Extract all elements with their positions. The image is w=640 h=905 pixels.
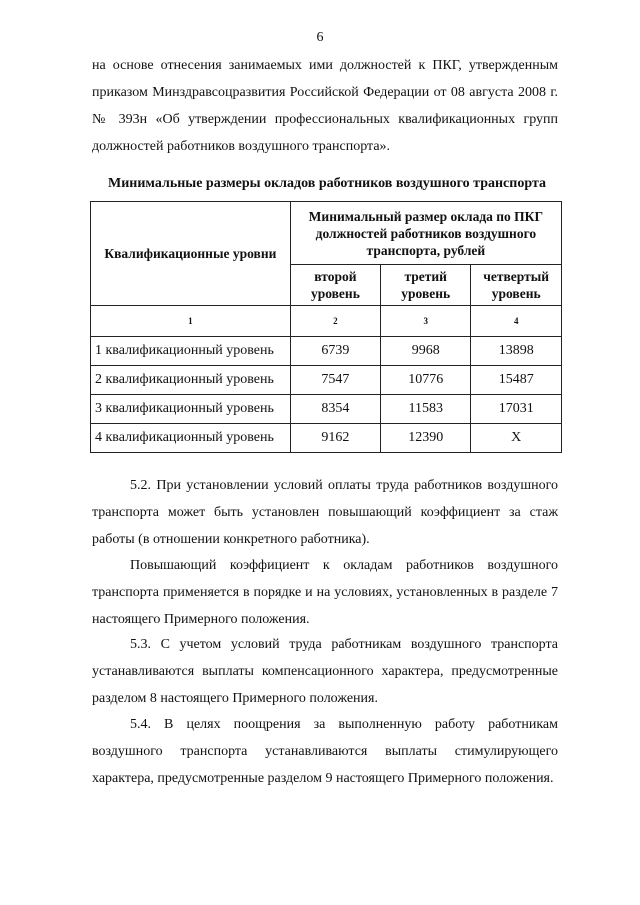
value-cell: 17031 xyxy=(471,395,562,424)
header-fourth-level: четвертый уровень xyxy=(471,265,562,306)
table-row xyxy=(91,395,562,424)
level-cell: 1 квалификационный уровень xyxy=(91,337,291,366)
value-cell: 9162 xyxy=(290,424,380,453)
value-cell: 6739 xyxy=(290,337,380,366)
paragraph-5-3: 5.3. С учетом условий труда работникам воздушного транспорта устанавливаются выплаты компенсационного характера, предусмотренные разделом 8 настоящего Примерного положения. xyxy=(92,637,558,706)
level-cell: 4 квалификационный уровень xyxy=(91,424,291,453)
table-row xyxy=(91,366,562,395)
table-row xyxy=(91,424,562,453)
value-cell: 9968 xyxy=(381,337,471,366)
intro-paragraph: на основе отнесения занимаемых ими должностей к ПКГ, утвержденным приказом Минздравсоцразвития Российской Федерации от 08 августа 2008 г. № 393н «Об утверждении профессиональных квалификационных групп должностей работников воздушного транспорта». xyxy=(92,58,558,154)
column-number: 3 xyxy=(381,306,471,337)
value-cell: 15487 xyxy=(471,366,562,395)
salary-table xyxy=(90,201,562,453)
column-number: 4 xyxy=(471,306,562,337)
column-number: 1 xyxy=(91,306,291,337)
page-number: 6 xyxy=(316,30,324,45)
level-cell: 2 квалификационный уровень xyxy=(91,366,291,395)
table-title: Минимальные размеры окладов работников воздушного транспорта xyxy=(107,176,546,191)
column-number-row xyxy=(91,306,562,337)
header-qualification-levels: Квалификационные уровни xyxy=(91,202,291,306)
value-cell: 10776 xyxy=(381,366,471,395)
value-cell: Х xyxy=(471,424,562,453)
paragraph-coefficient: Повышающий коэффициент к окладам работников воздушного транспорта применяется в порядке и на условиях, установленных в разделе 7 настоящего Примерного положения. xyxy=(92,558,558,627)
header-second-level: второй уровень xyxy=(290,265,380,306)
table-row xyxy=(91,337,562,366)
value-cell: 12390 xyxy=(381,424,471,453)
column-number: 2 xyxy=(290,306,380,337)
paragraph-5-4: 5.4. В целях поощрения за выполненную работу работникам воздушного транспорта устанавливаются выплаты стимулирующего характера, предусмотренные разделом 9 настоящего Примерного положения. xyxy=(92,717,558,786)
value-cell: 13898 xyxy=(471,337,562,366)
header-third-level: третий уровень xyxy=(381,265,471,306)
value-cell: 11583 xyxy=(381,395,471,424)
level-cell: 3 квалификационный уровень xyxy=(91,395,291,424)
value-cell: 7547 xyxy=(290,366,380,395)
value-cell: 8354 xyxy=(290,395,380,424)
paragraph-5-2: 5.2. При установлении условий оплаты труда работников воздушного транспорта может быть установлен повышающий коэффициент за стаж работы (в отношении конкретного работника). xyxy=(92,478,558,547)
header-min-salary: Минимальный размер оклада по ПКГ должностей работников воздушного транспорта, рублей xyxy=(290,202,561,265)
